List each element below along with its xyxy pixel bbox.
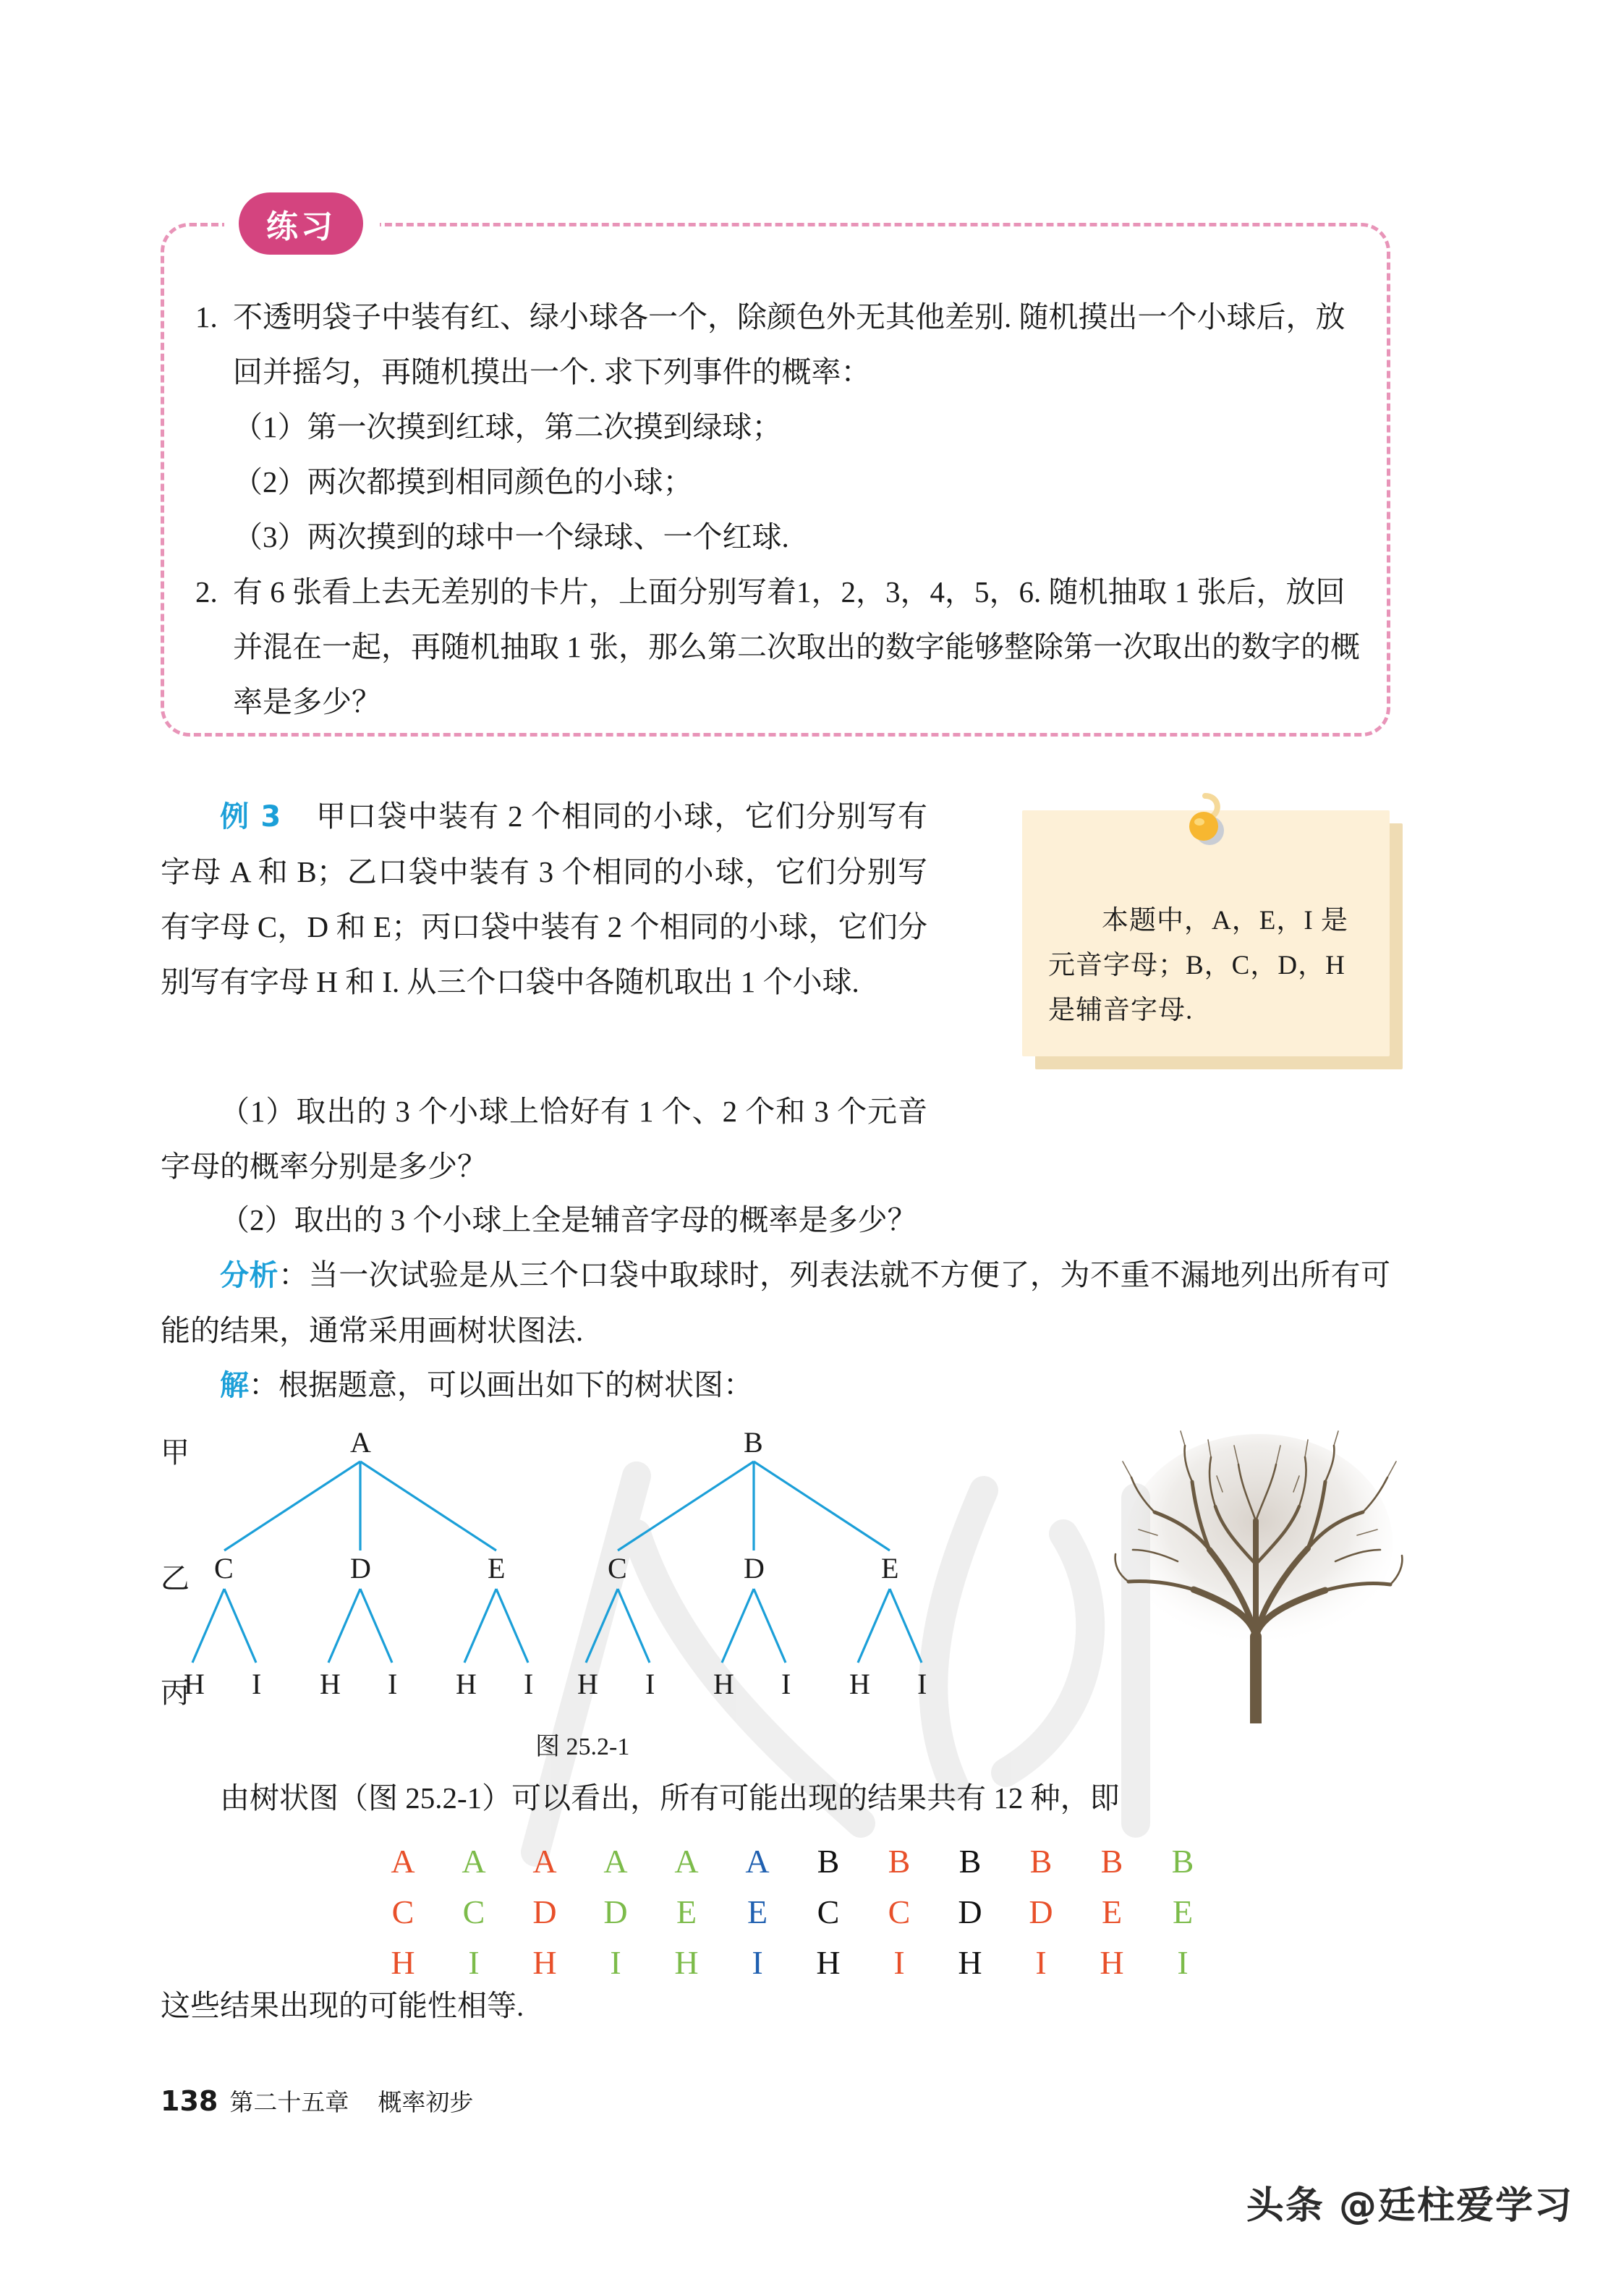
outcome-cell: A — [391, 1843, 415, 1880]
tree-row-label-bing: 丙 — [161, 1676, 190, 1709]
outcome-cell: A — [745, 1843, 770, 1880]
example-question-1: （1）取出的 3 个小球上恰好有 1 个、2 个和 3 个元音字母的概率分别是多少？ — [161, 1095, 927, 1183]
tree-node-level3: H — [184, 1668, 205, 1700]
analysis-label: 分析 — [220, 1259, 279, 1292]
tree-node-level3: I — [252, 1668, 262, 1700]
outcome-cell: I — [752, 1944, 763, 1981]
outcome-cell: C — [462, 1893, 485, 1930]
outcome-cell: B — [958, 1843, 982, 1880]
final-sentence: 这些结果出现的可能性相等. — [161, 1989, 524, 2022]
outcome-cell: D — [603, 1893, 628, 1930]
outcome-cell: A — [603, 1843, 628, 1880]
outcome-cell: D — [1029, 1893, 1053, 1930]
outcome-cell: D — [532, 1893, 557, 1930]
exercise-badge: 练习 — [239, 192, 363, 255]
tree-node-level3: I — [388, 1668, 398, 1700]
tree-row-label-jia: 甲 — [161, 1436, 190, 1469]
outcome-cell: E — [747, 1893, 768, 1930]
outcome-cell: H — [532, 1944, 557, 1981]
outcome-cell: I — [1177, 1944, 1189, 1981]
outcome-cell: E — [1172, 1893, 1194, 1930]
footer-topic: 概率初步 — [378, 2090, 474, 2116]
example-question-1-wrap — [161, 1084, 927, 1194]
tree-node-level3: H — [849, 1668, 870, 1700]
outcome-cell: A — [462, 1843, 486, 1880]
outcomes-grid — [367, 1836, 1221, 1988]
bottom-watermark: 头条 @廷柱爱学习 — [1246, 2184, 1573, 2228]
page-footer — [161, 2084, 473, 2118]
outcome-cell: B — [817, 1843, 840, 1880]
example-question-2: （2）取出的 3 个小球上全是辅音字母的概率是多少？ — [220, 1203, 917, 1236]
tree-diagram — [161, 1424, 985, 1713]
analysis-text: ：当一次试验是从三个口袋中取球时，列表法就不方便了，为不重不漏地列出所有可能的结果，通常采用画树状图法. — [161, 1258, 1391, 1347]
tree-node-level2: D — [744, 1552, 765, 1584]
outcome-cell: B — [1029, 1843, 1053, 1880]
tree-node-level2: D — [350, 1552, 371, 1584]
solution-paragraph — [161, 1357, 1390, 1413]
outcome-cell: E — [676, 1893, 697, 1930]
outcome-cell: A — [532, 1843, 557, 1880]
outcomes-row-1 — [367, 1836, 1221, 1887]
conclusion-text: 由树状图（图 25.2-1）可以看出，所有可能出现的结果共有 12 种，即 — [220, 1781, 1120, 1815]
tree-node-level3: I — [917, 1668, 927, 1700]
page-number: 138 — [161, 2085, 218, 2117]
exercise-item-text: 不透明袋子中装有红、绿小球各一个，除颜色外无其他差别. 随机摸出一个小球后，放回并摇匀，再随机摸出一个. 求下列事件的概率： — [233, 300, 1345, 389]
outcome-cell: C — [888, 1893, 911, 1930]
outcome-cell: H — [1100, 1944, 1124, 1981]
list-item — [195, 289, 1374, 399]
outcome-cell: C — [817, 1893, 840, 1930]
outcome-cell: B — [888, 1843, 911, 1880]
outcome-cell: I — [1035, 1944, 1047, 1981]
tree-row-label-yi: 乙 — [161, 1562, 190, 1595]
tree-node-level3: I — [524, 1668, 534, 1700]
exercise-item-number: 2. — [195, 575, 218, 608]
pushpin-icon — [1181, 792, 1231, 861]
outcome-cell: B — [1100, 1843, 1123, 1880]
solution-label: 解 — [220, 1369, 249, 1402]
outcome-cell: I — [893, 1944, 905, 1981]
exercise-item-number: 1. — [195, 300, 218, 334]
exercise-item-text: 有 6 张看上去无差别的卡片，上面分别写着1，2，3，4，5，6. 随机抽取 1 张后，放回并混在一起，再随机抽取 1 张，那么第二次取出的数字能够整除第一次取出的数字的概率是多少？ — [233, 575, 1360, 718]
tree-node-level1: B — [744, 1426, 763, 1459]
exercise-list — [195, 289, 1374, 729]
tree-node-level3: I — [645, 1668, 655, 1700]
tree-node-level3: H — [577, 1668, 598, 1700]
list-item — [195, 564, 1374, 729]
example-question-2-wrap — [161, 1192, 1390, 1247]
tree-node-level2: C — [214, 1552, 234, 1584]
outcome-cell: H — [816, 1944, 841, 1981]
outcome-cell: D — [958, 1893, 982, 1930]
outcomes-row-2 — [367, 1887, 1221, 1938]
footer-chapter: 第二十五章 — [229, 2090, 349, 2116]
outcome-cell: H — [391, 1944, 415, 1981]
tree-node-level2: E — [881, 1552, 899, 1584]
outcome-cell: E — [1101, 1893, 1123, 1930]
tree-node-level1: A — [350, 1426, 371, 1459]
example-stem-paragraph — [161, 789, 927, 1009]
tree-node-level2: E — [488, 1552, 506, 1584]
analysis-block — [161, 1247, 1390, 1358]
outcome-cell: I — [468, 1944, 480, 1981]
note-text: 本题中，A，E，I 是元音字母；B，C，D，H 是辅音字母. — [1048, 906, 1348, 1025]
exercise-sub-item: （1）第一次摸到红球，第二次摸到绿球； — [233, 410, 782, 444]
outcome-cell: C — [391, 1893, 414, 1930]
example-stem: 甲口袋中装有 2 个相同的小球，它们分别写有字母 A 和 B；乙口袋中装有 3 个相同的小球，它们分别写有字母 C，D 和 E；丙口袋中装有 2 个相同的小球，它们分别写有字母 H 和 I. 从三个口袋中各随机取出 1 个小球. — [161, 799, 927, 998]
example-column — [161, 789, 927, 1009]
side-note — [1022, 810, 1390, 1056]
tree-node-level2: C — [608, 1552, 627, 1584]
solution-block — [161, 1357, 1390, 1413]
outcome-cell: A — [674, 1843, 699, 1880]
tree-node-level3: H — [456, 1668, 477, 1700]
figure-caption: 图 25.2-1 — [535, 1734, 630, 1760]
outcome-cell: I — [610, 1944, 621, 1981]
bare-tree-photo — [1114, 1420, 1403, 1723]
outcome-cell: H — [674, 1944, 699, 1981]
tree-node-level3: I — [781, 1668, 791, 1700]
outcomes-row-3 — [367, 1938, 1221, 1988]
exercise-sub-item: （3）两次摸到的球中一个绿球、一个红球. — [233, 520, 789, 553]
exercise-sub-item: （2）两次都摸到相同颜色的小球； — [233, 465, 693, 499]
tree-node-level3: H — [713, 1668, 734, 1700]
analysis-paragraph — [161, 1247, 1390, 1358]
tree-node-level3: H — [320, 1668, 341, 1700]
outcome-cell: H — [958, 1944, 982, 1981]
outcome-cell: B — [1171, 1843, 1194, 1880]
example-label: 例 3 — [220, 800, 281, 833]
solution-text: ：根据题意，可以画出如下的树状图： — [249, 1368, 753, 1401]
